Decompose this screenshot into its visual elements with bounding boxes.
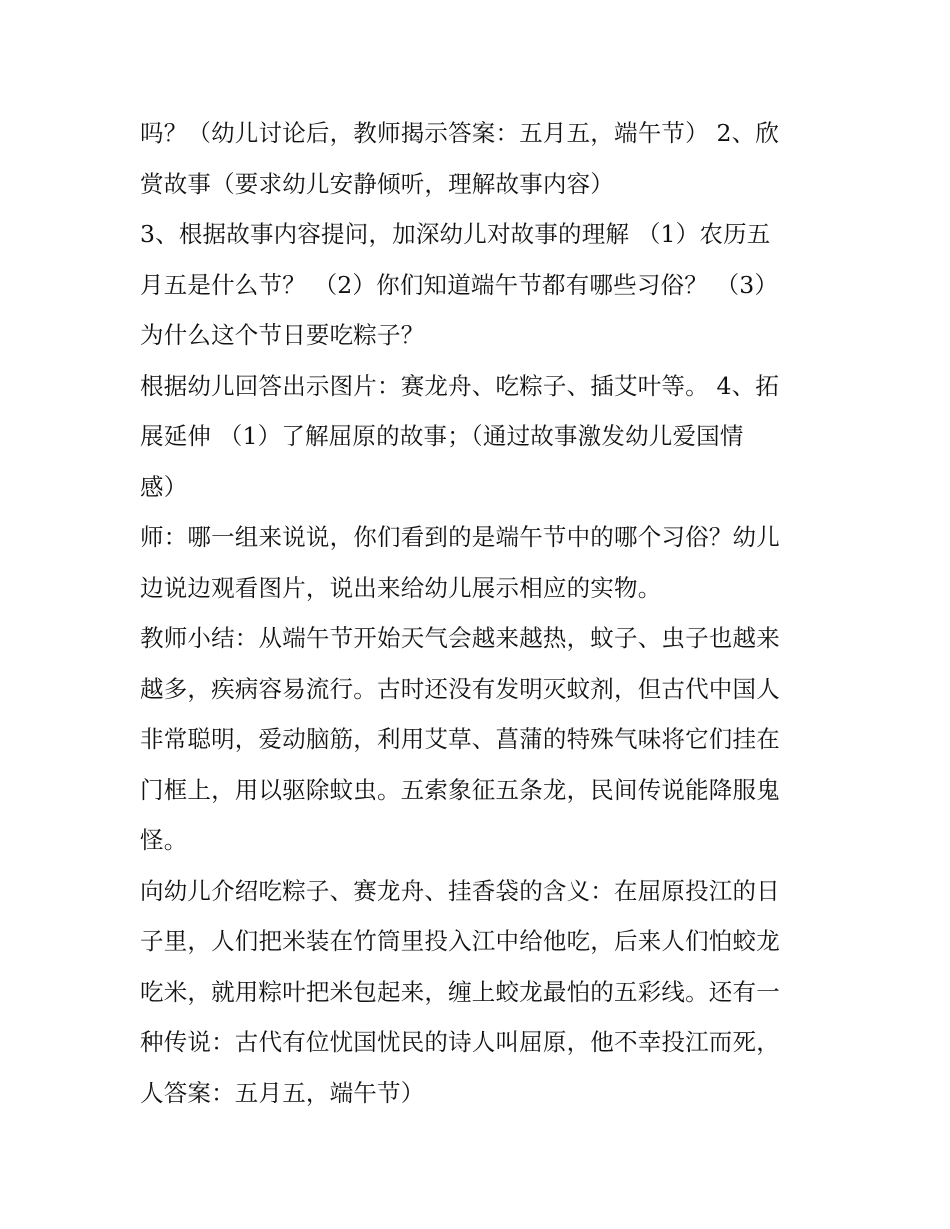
text-line: 根据幼儿回答出示图片：赛龙舟、吃粽子、插艾叶等。 4、拓 — [140, 371, 780, 400]
document-body — [140, 108, 820, 1118]
text-line: 3、根据故事内容提问，加深幼儿对故事的理解 （1）农历五 — [140, 220, 771, 248]
text-line: 教师小结：从端午节开始天气会越来越热，蚊子、虫子也越来 — [140, 624, 780, 652]
text-line: 怪。 — [140, 826, 188, 854]
text-line: 月五是什么节？ （2）你们知道端午节都有哪些习俗？ （3） — [140, 270, 779, 299]
text-line: 感） — [140, 472, 188, 501]
text-line: 边说边观看图片，说出来给幼儿展示相应的实物。 — [140, 573, 662, 602]
text-line: 向幼儿介绍吃粽子、赛龙舟、挂香袋的含义：在屈原投江的日 — [140, 876, 780, 905]
text-line: 吗？（幼儿讨论后，教师揭示答案：五月五，端午节） 2、欣 — [140, 119, 780, 147]
text-line: 吃米，就用粽叶把米包起来，缠上蛟龙最怕的五彩线。还有一 — [140, 977, 780, 1006]
text-line: 种传说：古代有位忧国忧民的诗人叫屈原，他不幸投江而死， — [140, 1028, 780, 1056]
text-line: 非常聪明，爱动脑筋，利用艾草、菖蒲的特殊气味将它们挂在 — [140, 725, 780, 753]
text-line: 越多，疾病容易流行。古时还没有发明灭蚊剂，但古代中国人 — [140, 674, 780, 703]
text-line: 师：哪一组来说说，你们看到的是端午节中的哪个习俗？幼儿 — [140, 523, 780, 551]
text-line: 为什么这个节日要吃粽子？ — [140, 321, 425, 349]
text-line: 子里，人们把米装在竹筒里投入江中给他吃，后来人们怕蛟龙 — [140, 927, 780, 955]
text-line: 门框上，用以驱除蚊虫。五索象征五条龙，民间传说能降服鬼 — [140, 775, 780, 804]
text-line: 赏故事（要求幼儿安静倾听，理解故事内容） — [140, 169, 614, 198]
text-line: 展延伸 （1）了解屈原的故事；（通过故事激发幼儿爱国情 — [140, 422, 744, 450]
text-line: 人答案：五月五，端午节） — [140, 1078, 425, 1107]
